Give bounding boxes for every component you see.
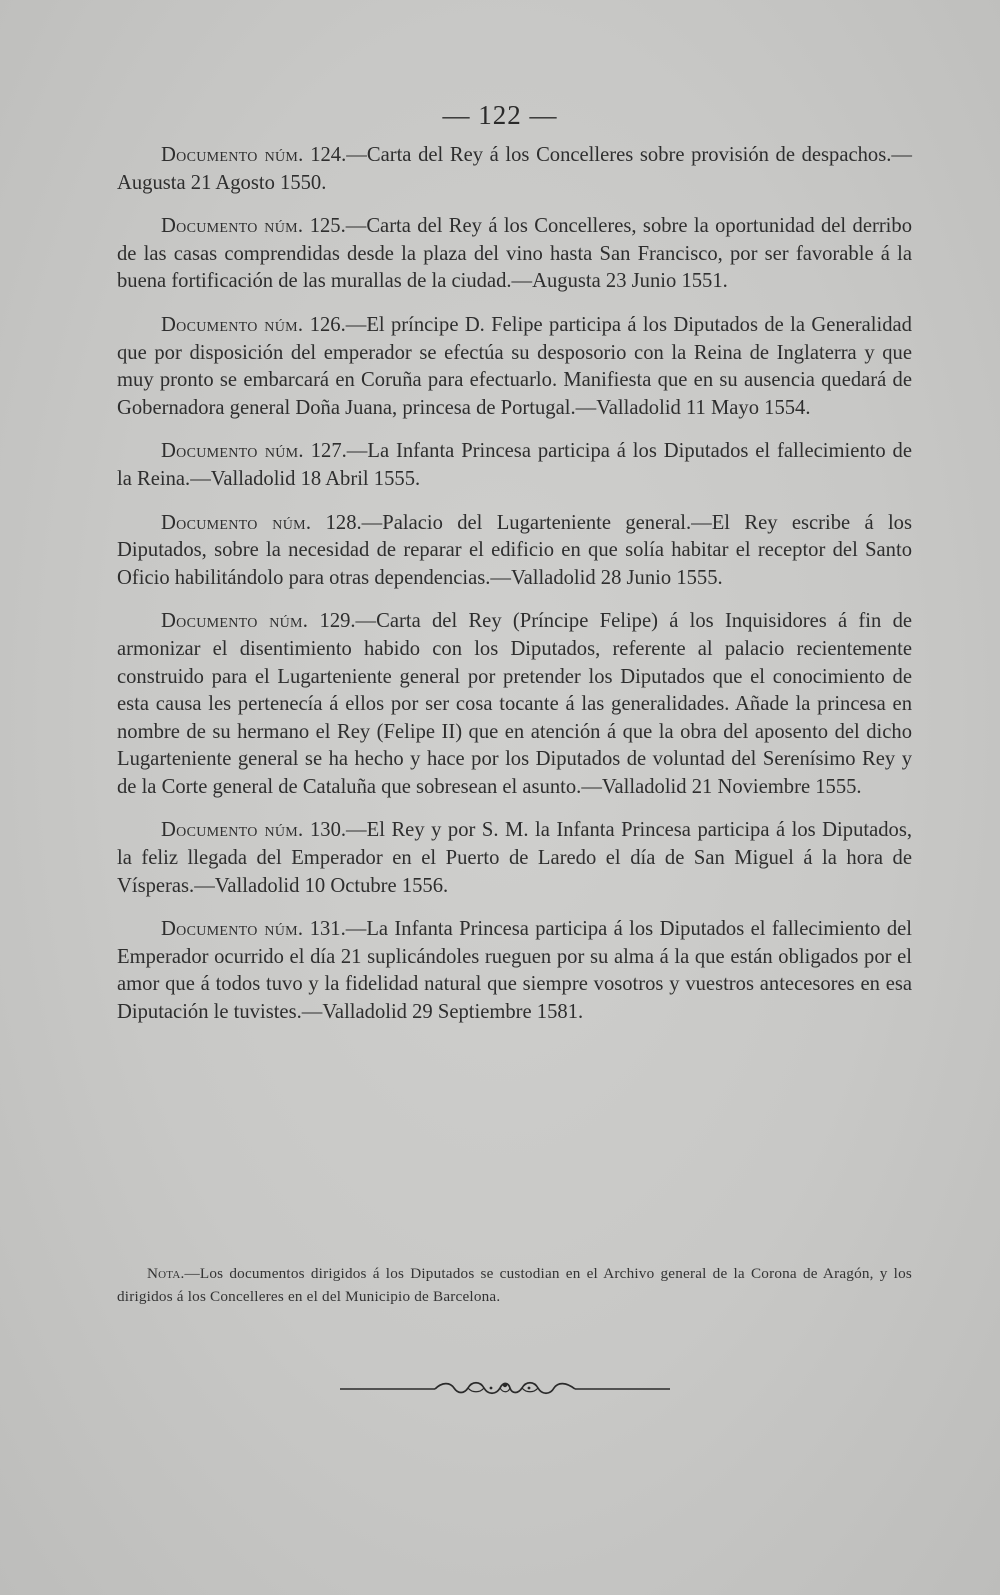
document-label: Documento núm. bbox=[161, 610, 309, 633]
footnote-label: Nota. bbox=[147, 1265, 185, 1282]
document-list bbox=[117, 142, 912, 1043]
footnote bbox=[117, 1262, 912, 1308]
document-entry-126 bbox=[117, 312, 912, 422]
document-label: Documento núm. bbox=[161, 440, 304, 463]
document-label: Documento núm. bbox=[161, 511, 312, 534]
document-description: 125.—Carta del Rey á los Concelleres, sobre la oportunidad del derribo de las casas comprendidas desde la plaza del vino hasta San Francisco, por ser favorable á la buena fortificación de las murallas de la ciudad.—Augusta 23 Junio 1551. bbox=[117, 215, 912, 293]
document-entry-127 bbox=[117, 438, 912, 493]
document-description: 129.—Carta del Rey (Príncipe Felipe) á los Inquisidores á fin de armonizar el disentimiento habido con los Diputados, referente al palacio recientemente construido para el Lugarteniente general por pretender los Diputados que el conocimiento de esta causa les pertenecía á ellos por ser cosa tocante á las generalidades. Añade la princesa en nombre de su hermano el Rey (Felipe II) que en atención á que la obra del aposento del dicho Lugarteniente general se ha hecho y hace por los Diputados de voluntad del Serenísimo Rey y de la Corte general de Cataluña que sobresean el asunto.—Valladolid 21 Noviembre 1555. bbox=[117, 610, 913, 798]
document-entry-128 bbox=[117, 510, 912, 593]
document-description: 131.—La Infanta Princesa participa á los Diputados el fallecimiento del Emperador ocurrido el día 21 suplicándoles rueguen por su alma á la que están obligados por el amor que á todos tuvo y la fidelidad natural que siempre vosotros y vuestros antecesores en esa Diputación le tuvistes.—Valladolid 29 Septiembre 1581. bbox=[117, 918, 912, 1024]
document-description: 126.—El príncipe D. Felipe participa á los Diputados de la Generalidad que por disposición del emperador se efectúa su desposorio con la Reina de Inglaterra y que muy pronto se embarcará en Coruña para efectuarlo. Manifiesta que en su ausencia quedará de Gobernadora general Doña Juana, princesa de Portugal.—Valladolid 11 Mayo 1554. bbox=[117, 313, 912, 419]
document-description: 124.—Carta del Rey á los Concelleres sobre provisión de despachos.—Augusta 21 Agosto 1550. bbox=[117, 144, 912, 194]
document-description: 127.—La Infanta Princesa participa á los Diputados el fallecimiento de la Reina.—Valladolid 18 Abril 1555. bbox=[117, 440, 912, 490]
document-label: Documento núm. bbox=[161, 918, 304, 941]
document-entry-124 bbox=[117, 142, 912, 197]
page-number: — 122 — bbox=[442, 100, 558, 130]
document-entry-129 bbox=[117, 608, 912, 801]
document-label: Documento núm. bbox=[161, 144, 304, 166]
footnote-text: —Los documentos dirigidos á los Diputados se custodian en el Archivo general de la Corona de Aragón, y los dirigidos á los Concelleres en el del Municipio de Barcelona. bbox=[117, 1265, 912, 1305]
document-label: Documento núm. bbox=[161, 819, 304, 842]
document-description: 128.—Palacio del Lugarteniente general.—El Rey escribe á los Diputados, sobre la necesidad de reparar el edificio en que solía habitar el receptor del Santo Oficio habilitándolo para otras dependencias.—Valladolid 28 Junio 1555. bbox=[117, 511, 912, 589]
document-label: Documento núm. bbox=[161, 313, 304, 336]
document-entry-125 bbox=[117, 213, 912, 296]
document-entry-131 bbox=[117, 916, 912, 1026]
document-description: 130.—El Rey y por S. M. la Infanta Princesa participa á los Diputados, la feliz llegada del Emperador en el Puerto de Laredo el día de San Miguel á la hora de Vísperas.—Valladolid 10 Octubre 1556. bbox=[117, 819, 912, 897]
document-entry-130 bbox=[117, 817, 912, 900]
document-label: Documento núm. bbox=[161, 215, 304, 238]
decorative-ornament-divider bbox=[340, 1376, 670, 1400]
